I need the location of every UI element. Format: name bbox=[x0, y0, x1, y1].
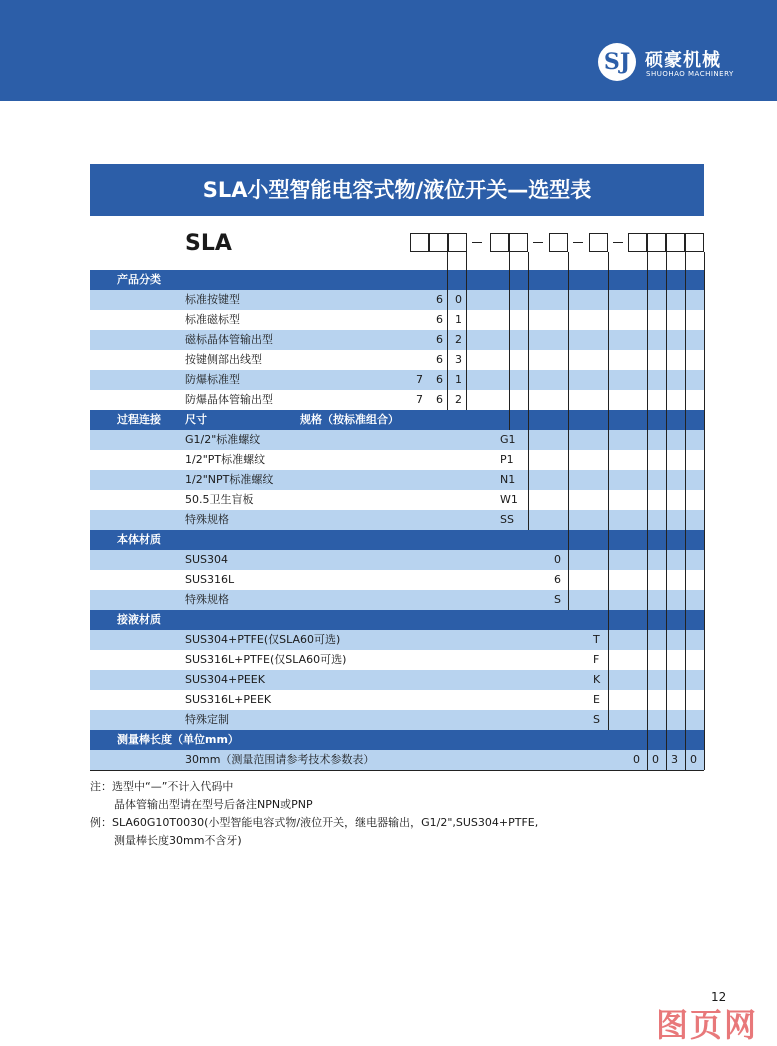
connector-line bbox=[447, 252, 448, 410]
table-row bbox=[90, 450, 704, 470]
option-code: 0 bbox=[455, 293, 462, 306]
option-name: SUS304+PTFE(仅SLA60可选) bbox=[185, 633, 341, 646]
watermark: 图页网 bbox=[656, 1006, 759, 1044]
code-dash bbox=[472, 242, 482, 243]
code-dash bbox=[613, 242, 623, 243]
table-row bbox=[90, 570, 704, 590]
option-code: 6 bbox=[436, 373, 443, 386]
option-code: G1 bbox=[500, 433, 516, 446]
option-name: 防爆晶体管输出型 bbox=[185, 393, 273, 406]
option-name: 标准磁标型 bbox=[185, 313, 240, 326]
connector-line bbox=[608, 252, 609, 730]
table-row bbox=[90, 350, 704, 370]
note-line: 晶体管输出型请在型号后备注NPN或PNP bbox=[114, 798, 313, 811]
code-box bbox=[666, 233, 685, 252]
brand-logo-icon: SJ bbox=[598, 43, 636, 81]
table-row bbox=[90, 630, 704, 650]
option-code: K bbox=[593, 673, 601, 686]
section-label: 接液材质 bbox=[117, 613, 161, 626]
table-row bbox=[90, 430, 704, 450]
brand-name-en: SHUOHAO MACHINERY bbox=[646, 70, 734, 78]
option-name: 特殊规格 bbox=[185, 513, 229, 526]
code-box bbox=[685, 233, 704, 252]
table-row bbox=[90, 370, 704, 390]
option-code: 6 bbox=[436, 393, 443, 406]
option-name: SUS304+PEEK bbox=[185, 673, 265, 686]
page-title: SLA小型智能电容式物/液位开关—选型表 bbox=[90, 164, 704, 216]
table-row bbox=[90, 390, 704, 410]
connector-line bbox=[509, 252, 510, 430]
code-box bbox=[448, 233, 467, 252]
notes bbox=[90, 778, 538, 850]
option-code: 6 bbox=[436, 313, 443, 326]
brand-name-cn: 硕豪机械 bbox=[645, 50, 721, 71]
table-row bbox=[90, 310, 704, 330]
option-code: 0 bbox=[690, 753, 697, 766]
code-box bbox=[429, 233, 448, 252]
option-name: 30mm（测量范围请参考技术参数表） bbox=[185, 753, 375, 766]
option-code: 3 bbox=[671, 753, 678, 766]
code-box bbox=[647, 233, 666, 252]
option-code: N1 bbox=[500, 473, 516, 486]
option-name: SUS316L+PTFE(仅SLA60可选) bbox=[185, 653, 347, 666]
code-dash bbox=[573, 242, 583, 243]
option-name: 标准按键型 bbox=[185, 293, 240, 306]
option-code: 7 bbox=[416, 373, 423, 386]
section-header-product bbox=[90, 270, 704, 290]
section-header-body bbox=[90, 530, 704, 550]
note-line: 注：选型中“—”不计入代码中 bbox=[90, 780, 234, 793]
option-code: F bbox=[593, 653, 600, 666]
table-row bbox=[90, 710, 704, 730]
option-code: 6 bbox=[436, 353, 443, 366]
option-code: 6 bbox=[436, 293, 443, 306]
table-row bbox=[90, 490, 704, 510]
option-code: P1 bbox=[500, 453, 514, 466]
table-row bbox=[90, 290, 704, 310]
note-line: 测量棒长度30mm不含牙) bbox=[114, 834, 242, 847]
connector-line bbox=[685, 252, 686, 770]
column-label-size: 尺寸 bbox=[185, 413, 207, 426]
page-number: 12 bbox=[711, 990, 727, 1004]
code-dash bbox=[533, 242, 543, 243]
option-code: S bbox=[554, 593, 561, 606]
option-code: 2 bbox=[455, 393, 462, 406]
column-label-spec: 规格（按标准组合） bbox=[300, 413, 399, 426]
option-name: 1/2"PT标准螺纹 bbox=[185, 453, 266, 466]
table-row bbox=[90, 690, 704, 710]
option-code: 3 bbox=[455, 353, 462, 366]
table-row bbox=[90, 590, 704, 610]
option-name: 防爆标准型 bbox=[185, 373, 240, 386]
option-code: 6 bbox=[436, 333, 443, 346]
table-row bbox=[90, 510, 704, 530]
option-name: G1/2"标准螺纹 bbox=[185, 433, 261, 446]
connector-line bbox=[466, 252, 467, 410]
table-bottom-rule bbox=[90, 770, 704, 771]
option-code: W1 bbox=[500, 493, 518, 506]
option-name: 特殊定制 bbox=[185, 713, 229, 726]
option-code: 6 bbox=[554, 573, 561, 586]
option-name: 50.5卫生盲板 bbox=[185, 493, 254, 506]
connector-line bbox=[528, 252, 529, 530]
section-label: 测量棒长度（单位mm） bbox=[117, 733, 239, 746]
option-name: 按键侧部出线型 bbox=[185, 353, 262, 366]
connector-line bbox=[568, 252, 569, 610]
table-row bbox=[90, 550, 704, 570]
code-box bbox=[490, 233, 509, 252]
option-code: 0 bbox=[633, 753, 640, 766]
option-code: E bbox=[593, 693, 600, 706]
option-name: 1/2"NPT标准螺纹 bbox=[185, 473, 274, 486]
note-line: 例：SLA60G10T0030(小型智能电容式物/液位开关，继电器输出，G1/2",SUS304+PTFE, bbox=[90, 816, 539, 829]
section-label: 过程连接 bbox=[117, 413, 161, 426]
code-box bbox=[549, 233, 568, 252]
option-code: 1 bbox=[455, 313, 462, 326]
section-header-wetted bbox=[90, 610, 704, 630]
code-box bbox=[410, 233, 429, 252]
table-row bbox=[90, 330, 704, 350]
option-name: 磁标晶体管输出型 bbox=[185, 333, 273, 346]
option-code: 2 bbox=[455, 333, 462, 346]
code-box bbox=[589, 233, 608, 252]
table-row bbox=[90, 670, 704, 690]
option-name: SUS316L+PEEK bbox=[185, 693, 272, 706]
option-code: SS bbox=[500, 513, 514, 526]
section-header-length bbox=[90, 730, 704, 750]
option-code: 7 bbox=[416, 393, 423, 406]
section-label: 产品分类 bbox=[117, 273, 161, 286]
code-box bbox=[509, 233, 528, 252]
option-code: 0 bbox=[652, 753, 659, 766]
option-name: SUS316L bbox=[185, 573, 235, 586]
option-code: T bbox=[593, 633, 600, 646]
section-header-process bbox=[90, 410, 704, 430]
model-prefix: SLA bbox=[185, 231, 232, 256]
option-code: 0 bbox=[554, 553, 561, 566]
table-row bbox=[90, 650, 704, 670]
option-code: S bbox=[593, 713, 600, 726]
table-row bbox=[90, 470, 704, 490]
table-row bbox=[90, 750, 704, 770]
option-name: 特殊规格 bbox=[185, 593, 229, 606]
section-label: 本体材质 bbox=[117, 533, 161, 546]
code-box bbox=[628, 233, 647, 252]
option-name: SUS304 bbox=[185, 553, 229, 566]
connector-line bbox=[704, 252, 705, 770]
connector-line bbox=[666, 252, 667, 770]
option-code: 1 bbox=[455, 373, 462, 386]
connector-line bbox=[647, 252, 648, 770]
